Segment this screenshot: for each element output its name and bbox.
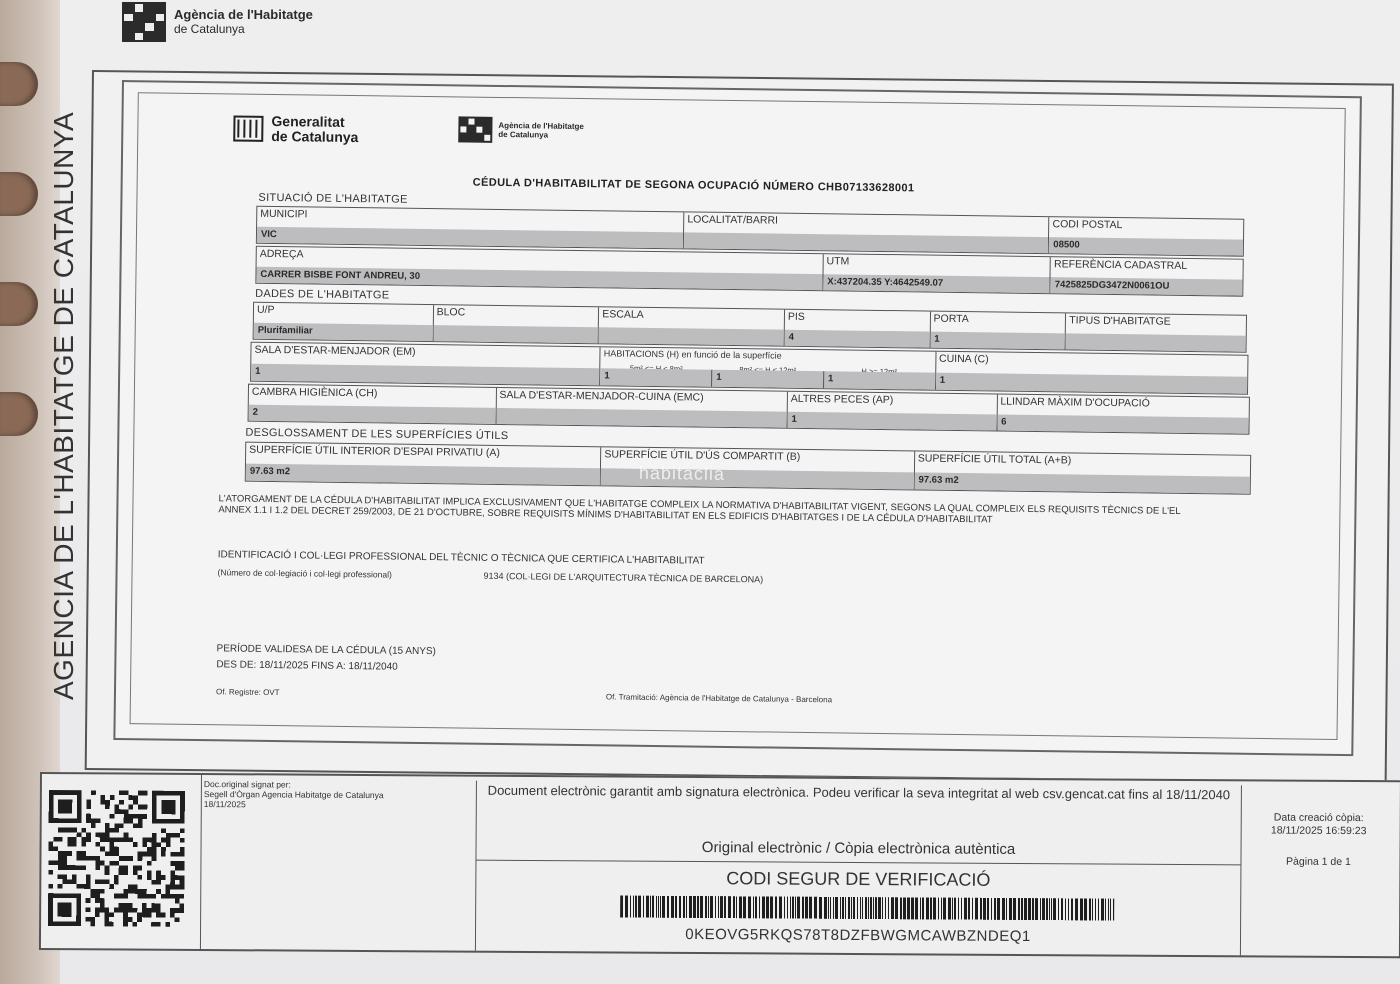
generalitat-line1: Generalitat: [271, 112, 345, 130]
label-altres: ALTRES PECES (AP): [790, 392, 894, 407]
label-tipus: TIPUS D'HABITATGE: [1069, 314, 1171, 328]
value-ref-cadastral: 7425825DG3472N0061OU: [1051, 277, 1243, 296]
watermark: habitaclia: [638, 462, 726, 484]
value-up: Plurifamiliar: [254, 323, 433, 342]
ahc-logo-icon: [458, 116, 492, 142]
value-sala-emc: [496, 408, 787, 428]
csv-box: [475, 781, 1242, 956]
cell-adreca: [256, 247, 823, 290]
value-cuina: 1: [936, 373, 1248, 394]
value-llindar: 6: [997, 414, 1249, 433]
agency-name-line2: de Catalunya: [174, 22, 245, 36]
value-sala-em: 1: [251, 364, 599, 386]
cell-bloc: [433, 305, 599, 343]
value-superficie-total: 97.63 m2: [914, 472, 1250, 493]
label-superficie-a: SUPERFÍCIE ÚTIL INTERIOR D'ESPAI PRIVATIU (A): [249, 443, 500, 459]
csv-code: 0KEOVG5RKQS78T8DZFBWGMCAWBZNDEQ1: [685, 925, 1031, 946]
label-up: U/P: [256, 303, 275, 317]
label-sala-emc: SALA D'ESTAR-MENJADOR-CUINA (EMC): [499, 388, 704, 404]
qr-box: [41, 774, 202, 949]
value-adreca: CARRER BISBE FONT ANDREU, 30: [256, 267, 822, 291]
cell-superficie-a: [246, 443, 602, 486]
vertical-title: AGENCIA DE L'HABITATGE DE CATALUNYA: [48, 111, 79, 700]
cell-llindar: [997, 394, 1249, 433]
value-porta: 1: [930, 331, 1065, 349]
cell-codi-postal: [1049, 217, 1243, 256]
label-cuina: CUINA (C): [938, 352, 989, 366]
verification-footer: [39, 772, 1400, 958]
copy-date-label: Data creació còpia:: [1273, 811, 1364, 825]
qr-code-icon: [47, 790, 186, 927]
cell-porta: [930, 312, 1066, 350]
binder-hole: [0, 392, 38, 436]
hab-value-large: 1: [827, 373, 834, 385]
hab-value-medium: 1: [712, 370, 824, 389]
cell-pis: [785, 310, 931, 348]
generalitat-line2: de Catalunya: [271, 127, 359, 146]
cell-sala-emc: [496, 388, 788, 428]
value-tipus: [1066, 333, 1246, 352]
period-dates: DES DE: 18/11/2025 FINS A: 18/11/2040: [216, 659, 398, 673]
registry-office: Of. Registre: OVT: [215, 687, 280, 698]
cell-up: [254, 303, 434, 341]
cell-utm: [823, 254, 1051, 293]
cell-habitacions: [600, 347, 936, 389]
label-codi-postal: CODI POSTAL: [1052, 218, 1123, 232]
barcode-icon: [620, 896, 1114, 921]
label-porta: PORTA: [933, 312, 969, 326]
value-localitat: [684, 232, 1048, 253]
cell-ref-cadastral: [1051, 257, 1243, 296]
section-dades: DADES DE L'HABITATGE: [255, 287, 390, 302]
agency-name: [174, 8, 313, 36]
verification-notice: Document electrònic garantit amb signatura electrònica. Podeu verificar la seva integritat al web csv.gencat.cat fins al 18/11/2040: [487, 782, 1231, 803]
binder-hole: [0, 62, 38, 106]
label-municipi: MUNICIPI: [260, 207, 308, 221]
habitacions-values: [600, 368, 935, 389]
label-bloc: BLOC: [436, 306, 466, 319]
copy-date-value: 18/11/2025 16:59:23: [1270, 824, 1367, 838]
label-superficie-total: SUPERFÍCIE ÚTIL TOTAL (A+B): [917, 452, 1072, 467]
copy-info: [1243, 811, 1393, 869]
label-pis: PIS: [787, 310, 805, 323]
value-pis: 4: [785, 330, 930, 348]
value-codi-postal: 08500: [1049, 237, 1243, 256]
period-label: PERÍODE VALIDESA DE LA CÉDULA (15 ANYS): [216, 643, 436, 658]
certificate-title: CÉDULA D'HABITABILITAT DE SEGONA OCUPACIÓ NÚMERO CHB07133628001: [472, 176, 915, 195]
label-adreca: ADREÇA: [259, 247, 304, 261]
label-superficie-b: SUPERFÍCIE ÚTIL D'ÚS COMPARTIT (B): [604, 448, 801, 463]
label-sala-em: SALA D'ESTAR-MENJADOR (EM): [254, 343, 416, 358]
value-altres: 1: [787, 412, 996, 431]
verification-notice-box: [476, 781, 1240, 866]
cell-altres: [787, 392, 997, 431]
cell-tipus: [1066, 313, 1246, 351]
tech-number-label: (Número de col·legiació i col·legi professional): [217, 567, 392, 580]
tech-label: IDENTIFICACIÓ I COL·LEGI PROFESSIONAL DEL TÈCNIC O TÈCNICA QUE CERTIFICA L'HABITABILITAT: [217, 549, 705, 567]
value-superficie-a: 97.63 m2: [246, 464, 600, 486]
value-utm: X:437204.35 Y:4642549.07: [823, 274, 1050, 293]
section-superficies: DESGLOSSAMENT DE LES SUPERFÍCIES ÚTILS: [245, 426, 509, 443]
value-cambra: 2: [249, 404, 496, 423]
agency-logo-icon: [122, 2, 166, 42]
agency-header: [122, 2, 313, 42]
cell-localitat: [684, 212, 1050, 253]
cell-cambra: [249, 385, 497, 424]
original-copy-label: Original electrònic / Còpia electrònica autèntica: [701, 839, 1016, 858]
cell-sala-em: [251, 343, 601, 386]
label-llindar: LLINDAR MÀXIM D'OCUPACIÓ: [1000, 395, 1150, 410]
label-escala: ESCALA: [602, 308, 644, 321]
page-number: Pàgina 1 de 1: [1286, 855, 1351, 869]
label-cambra: CAMBRA HIGIÈNICA (CH): [251, 385, 378, 400]
signer-date: 18/11/2025: [203, 799, 246, 810]
label-ref-cadastral: REFERÈNCIA CADASTRAL: [1053, 258, 1188, 272]
generalitat-logo: [233, 113, 359, 145]
legal-text: L'ATORGAMENT DE LA CÉDULA D'HABITABILITAT IMPLICA EXCLUSIVAMENT QUE L'HABITATGE COMPLEIX LA NORMATIVA D'HABITABILITAT VIGENT, SEGONS LA QUAL COMPLEIX ELS REQUISITS TÈCNICS DE L'EL ANNEX 1.1 I 1.2 DEL DECRET 259/2003, DE 21 D'OCTUBRE, SOBRE REQUISITS MÍNIMS D'HABITABILITAT EN ELS EDIFICIS D'HABITATGES I DE LA CÉDULA D'HABITABILITAT: [218, 493, 1181, 526]
ahc-logo-line1: Agència de l'Habitatge: [498, 120, 584, 132]
cell-municipi: [257, 207, 685, 249]
generalitat-mark-icon: [233, 115, 263, 141]
section-situacio: SITUACIÓ DE L'HABITATGE: [258, 191, 408, 206]
tech-value: 9134 (COL·LEGI DE L'ARQUITECTURA TÈCNICA DE BARCELONA): [483, 570, 764, 585]
value-escala: [599, 327, 784, 346]
signer-info: [204, 779, 474, 811]
binder-hole: [0, 172, 38, 216]
cell-cuina: [936, 352, 1248, 394]
label-habitacions: HABITACIONS (H) en funció de la superfície: [603, 348, 782, 361]
cell-superficie-total: [914, 451, 1250, 493]
csv-title: CODI SEGUR DE VERIFICACIÓ: [726, 868, 991, 890]
processing-office: Of. Tramitació: Agència de l'Habitatge de Catalunya - Barcelona: [605, 692, 833, 705]
label-localitat: LOCALITAT/BARRI: [687, 213, 779, 227]
hab-value-small: 1: [600, 368, 712, 387]
binder-hole: [0, 282, 38, 326]
value-municipi: VIC: [257, 227, 683, 249]
signer-line2: Segell d'Òrgan Agencia Habitatge de Catalunya: [203, 789, 384, 801]
cell-escala: [599, 307, 785, 345]
agency-name-line1: Agència de l'Habitatge: [174, 7, 313, 22]
certificate: [113, 80, 1362, 756]
signer-line1: Doc.original signat per:: [203, 779, 291, 790]
ahc-logo-line2: de Catalunya: [498, 129, 549, 140]
value-bloc: [433, 325, 598, 343]
ahc-logo: [458, 116, 584, 144]
label-utm: UTM: [826, 255, 850, 268]
